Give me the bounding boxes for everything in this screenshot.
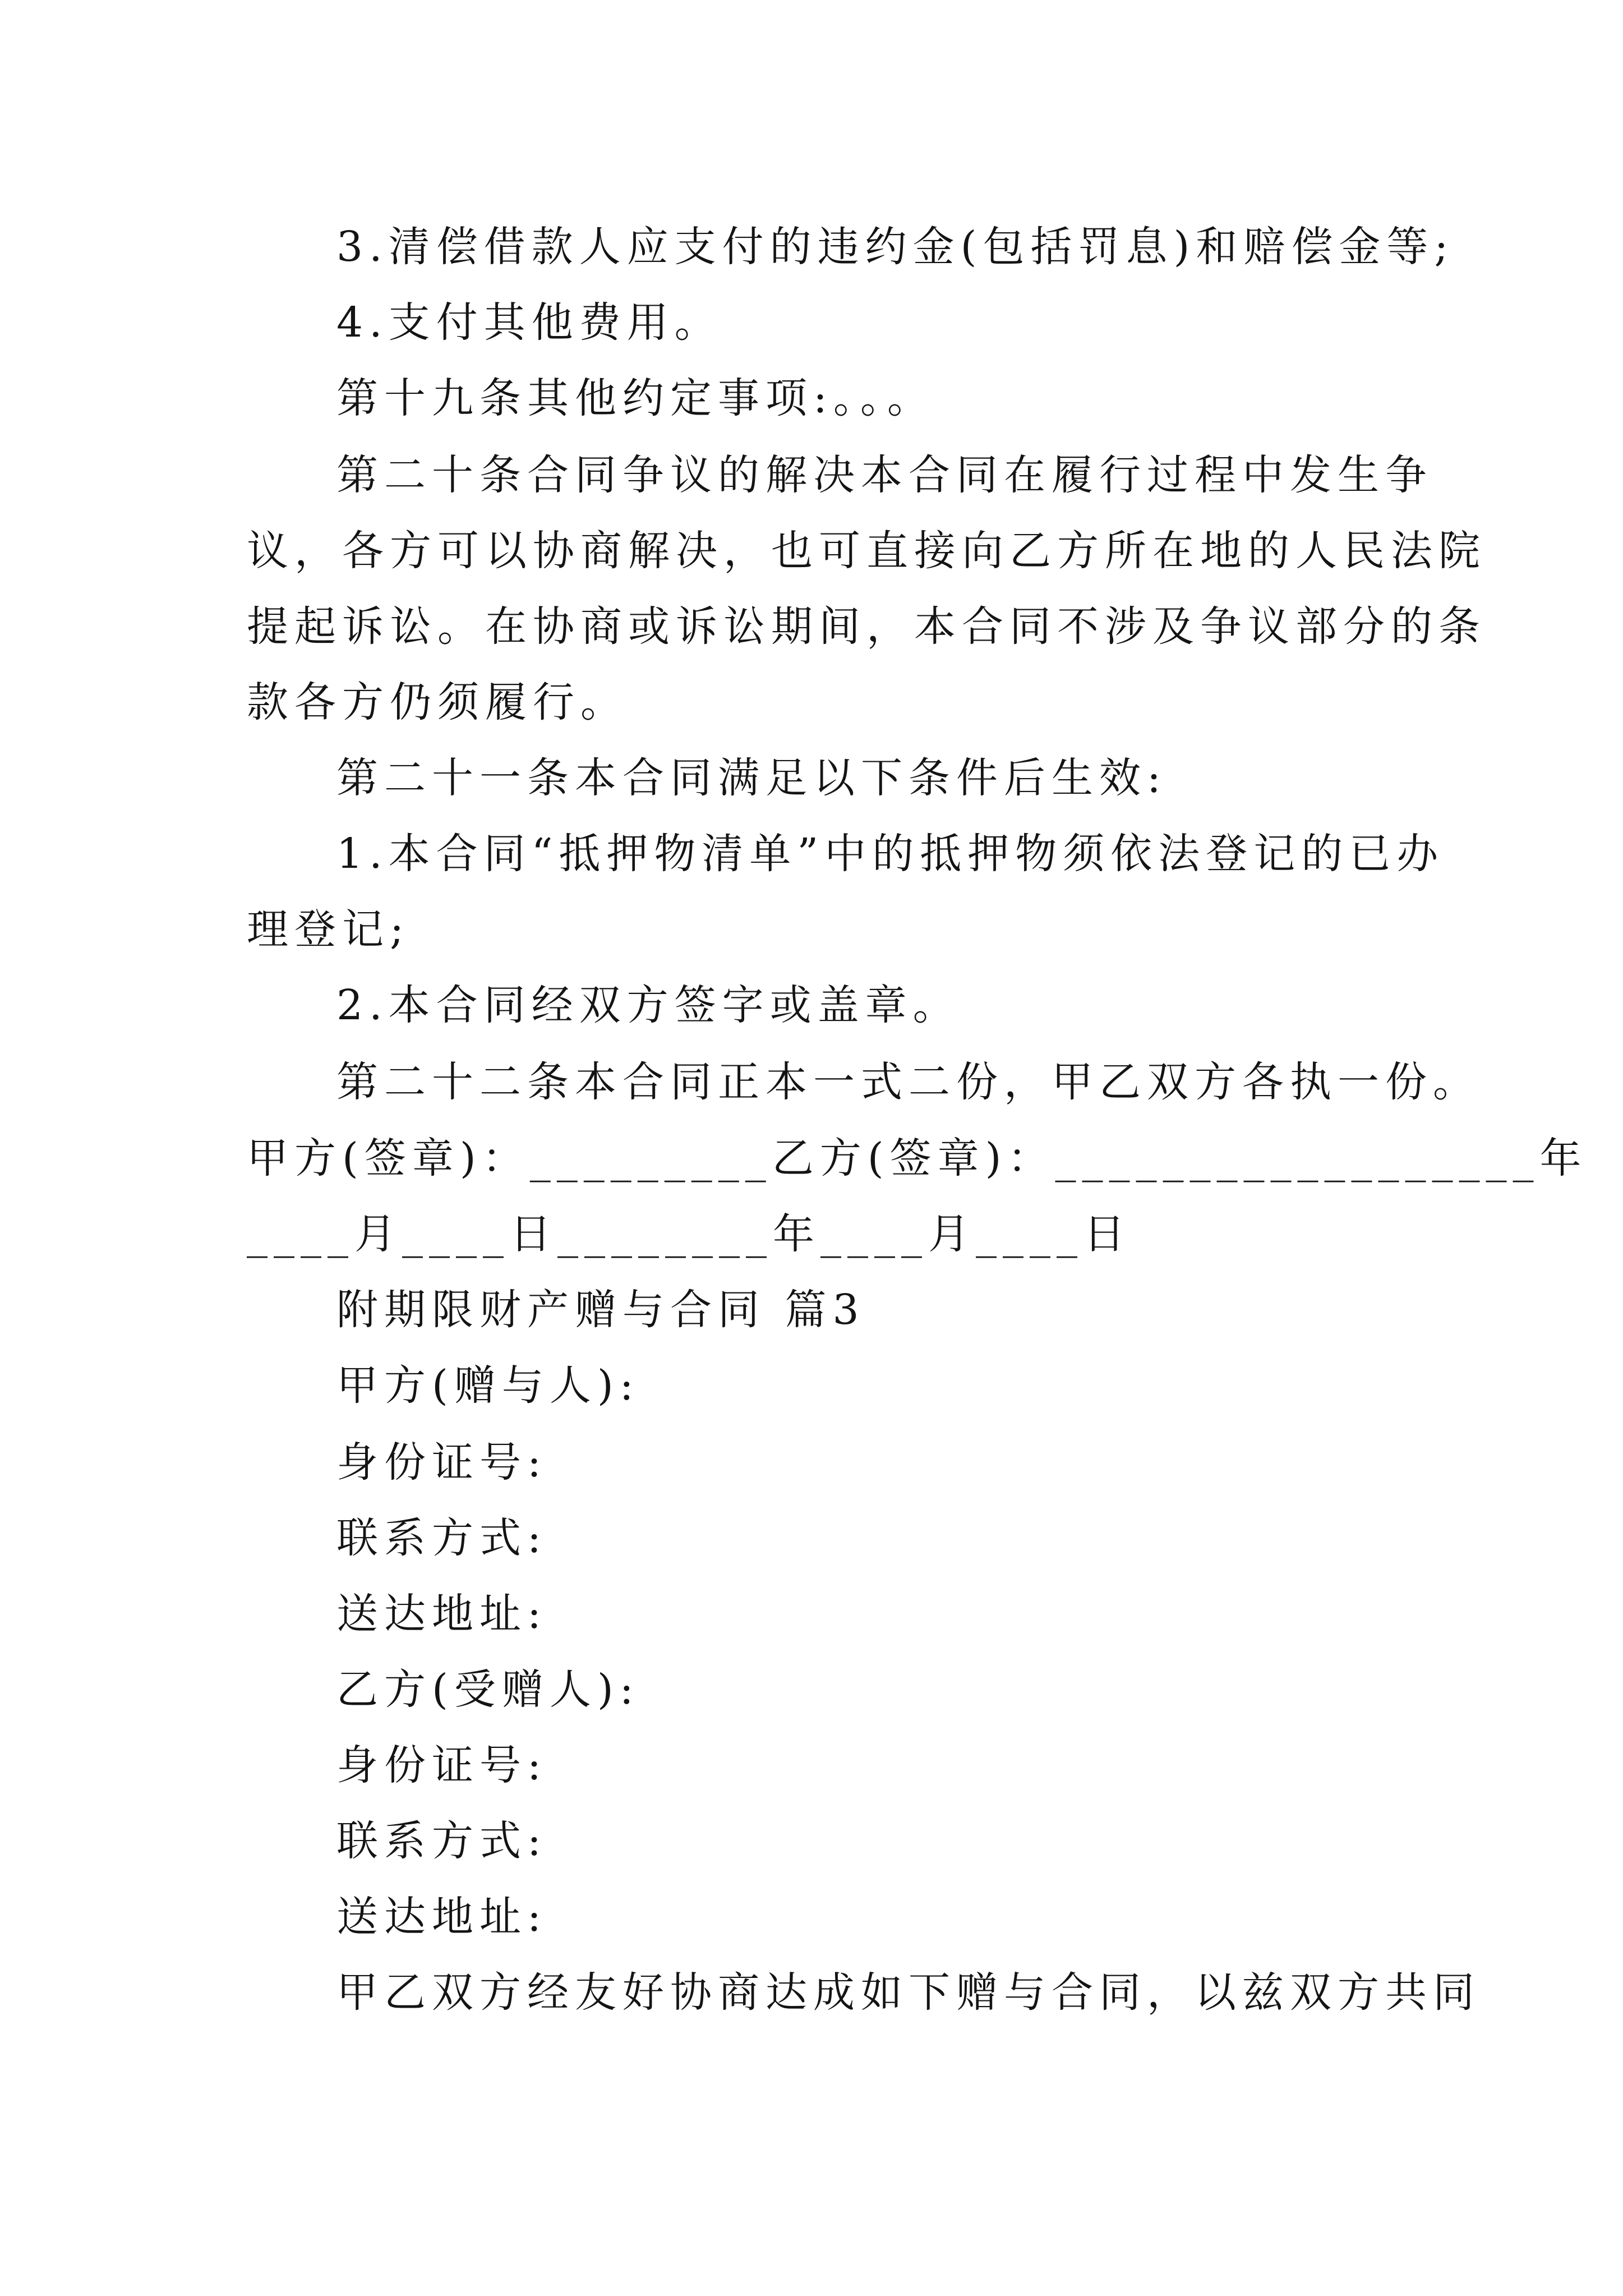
signature-line: 甲方(签章)：_________乙方(签章)：__________________年 — [247, 1134, 1588, 1182]
text-line: 3.清偿借款人应支付的违约金(包括罚息)和赔偿金等; — [336, 223, 1455, 271]
text-line: 议，各方可以协商解决，也可直接向乙方所在地的人民法院 — [247, 527, 1486, 575]
text-line: 甲方(赠与人): — [336, 1361, 640, 1410]
text-line: 2.本合同经双方签字或盖章。 — [336, 981, 961, 1029]
text-line: 甲乙双方经友好协商达成如下赠与合同，以兹双方共同 — [336, 1968, 1481, 2017]
text-line: 1.本合同“抵押物清单”中的抵押物须依法登记的已办 — [336, 830, 1445, 878]
text-line: 身份证号: — [336, 1438, 547, 1487]
text-line: 乙方(受赠人): — [336, 1665, 640, 1714]
text-line: 第二十一条本合同满足以下条件后生效: — [336, 754, 1167, 802]
text-line: 款各方仍须履行。 — [247, 678, 628, 726]
text-line: 4.支付其他费用。 — [336, 298, 722, 347]
text-line: 送达地址: — [336, 1590, 547, 1638]
text-line: 联系方式: — [336, 1514, 547, 1562]
date-line: ____月____日________年____月____日 — [247, 1210, 1131, 1258]
text-line: 送达地址: — [336, 1893, 547, 1941]
text-line: 身份证号: — [336, 1741, 547, 1789]
text-line: 第二十二条本合同正本一式二份，甲乙双方各执一份。 — [336, 1058, 1481, 1106]
text-line: 提起诉讼。在协商或诉讼期间，本合同不涉及争议部分的条 — [247, 602, 1486, 651]
text-line: 联系方式: — [336, 1817, 547, 1865]
text-line: 第十九条其他约定事项:。。。 — [336, 374, 935, 422]
text-line: 理登记; — [247, 905, 410, 954]
text-line: 第二十条合同争议的解决本合同在履行过程中发生争 — [336, 451, 1433, 499]
section-title: 附期限财产赠与合同 篇3 — [336, 1286, 865, 1334]
